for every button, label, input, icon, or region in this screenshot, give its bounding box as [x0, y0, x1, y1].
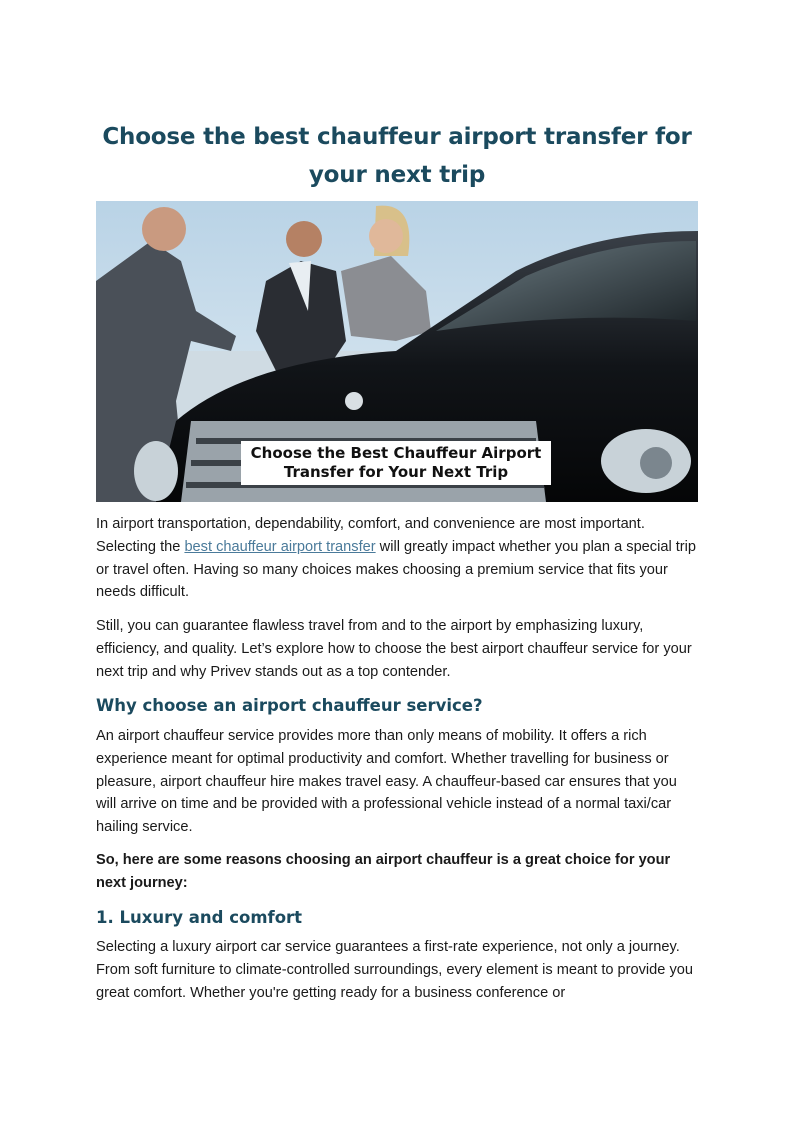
paragraph-luxury: Selecting a luxury airport car service guarantees a first-rate experience, not only a journey. From soft furniture to climate-controlled surroundings, every element is meant to provide you great comfort. Whether you're getting ready for a business conference or [96, 939, 693, 1001]
hero-image [96, 201, 698, 502]
best-chauffeur-link[interactable]: best chauffeur airport transfer [184, 538, 376, 555]
paragraph-privev: Still, you can guarantee flawless travel from and to the airport by emphasizing luxury, efficiency, and quality. Let’s explore how to choose the best airport chauffeur service for your next trip and why Privev stands out as a top contender. [96, 618, 692, 680]
heading-luxury-comfort: 1. Luxury and comfort [96, 908, 303, 927]
heading-why-choose: Why choose an airport chauffeur service? [96, 696, 483, 715]
page-title: Choose the best chauffeur airport transfer for your next trip [102, 124, 692, 188]
intro-paragraph: In airport transportation, dependability, comfort, and convenience are most important. Selecting the best chauffeur airport transfer will greatly impact whether you plan a special trip or travel often. Having so many choices makes choosing a premium service that fits your needs difficult. [96, 516, 697, 601]
paragraph-service-overview: An airport chauffeur service provides more than only means of mobility. It offers a rich experience meant for optimal productivity and comfort. Whether travelling for business or pleasure, airport chauffeur hire makes travel easy. A chauffeur-based car ensures that you will arrive on time and be provided with a professional vehicle instead of a normal taxi/car hailing service. [96, 728, 677, 836]
paragraph-reasons-intro: So, here are some reasons choosing an airport chauffeur is a great choice for your next journey: [96, 852, 671, 891]
hero-caption: Choose the Best Chauffeur Airport Transfer for Your Next Trip [241, 441, 551, 485]
